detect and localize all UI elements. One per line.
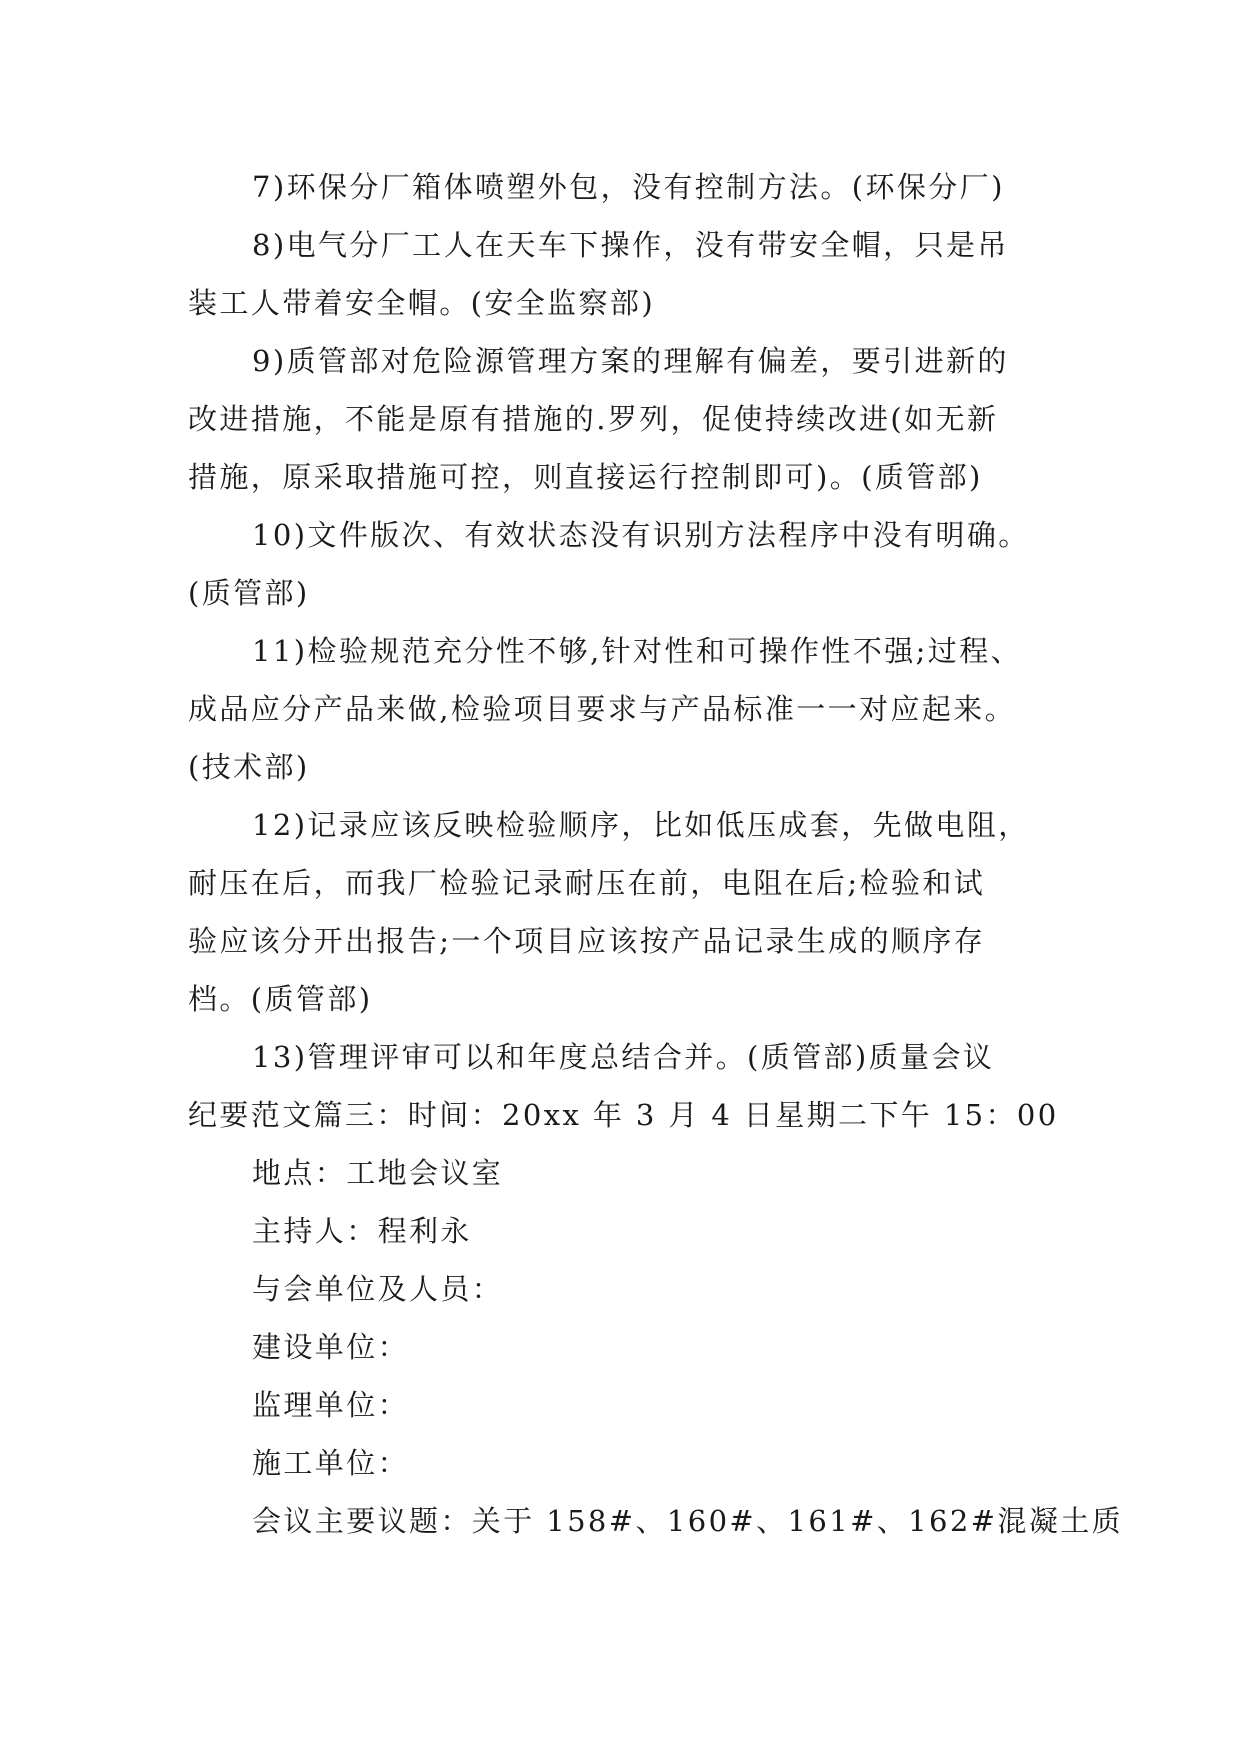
text-line: 7)环保分厂箱体喷塑外包，没有控制方法。(环保分厂) [252,170,1005,204]
text-line: 改进措施，不能是原有措施的.罗列，促使持续改进(如无新 [188,402,999,436]
text-line: 档。(质管部) [188,982,373,1016]
document-body [188,158,1124,1550]
text-line: 监理单位： [252,1388,410,1422]
text-line: 纪要范文篇三：时间：20xx 年 3 月 4 日星期二下午 15：00 [188,1098,1059,1132]
text-line: 与会单位及人员： [252,1272,504,1306]
text-line: 12)记录应该反映检验顺序，比如低压成套，先做电阻， [252,808,1030,842]
text-line: 成品应分产品来做,检验项目要求与产品标准一一对应起来。 [188,692,1017,726]
text-line: 13)管理评审可以和年度总结合并。(质管部)质量会议 [252,1040,995,1074]
text-line: 措施，原采取措施可控，则直接运行控制即可)。(质管部) [188,460,983,494]
text-line: 会议主要议题：关于 158#、160#、161#、162#混凝土质 [252,1504,1124,1538]
text-line: 8)电气分厂工人在天车下操作，没有带安全帽，只是吊 [252,228,1009,262]
text-line: (技术部) [188,750,310,784]
text-line: 耐压在后，而我厂检验记录耐压在前，电阻在后;检验和试 [188,866,986,900]
text-line: 10)文件版次、有效状态没有识别方法程序中没有明确。 [252,518,1030,552]
text-line: (质管部) [188,576,310,610]
text-line: 地点：工地会议室 [252,1156,504,1190]
text-line: 施工单位： [252,1446,410,1480]
text-line: 装工人带着安全帽。(安全监察部) [188,286,656,320]
text-line: 11)检验规范充分性不够,针对性和可操作性不强;过程、 [252,634,1023,668]
text-line: 9)质管部对危险源管理方案的理解有偏差，要引进新的 [252,344,1009,378]
text-line: 验应该分开出报告;一个项目应该按产品记录生成的顺序存 [188,924,986,958]
text-line: 主持人：程利永 [252,1214,472,1248]
text-line: 建设单位： [252,1330,410,1364]
